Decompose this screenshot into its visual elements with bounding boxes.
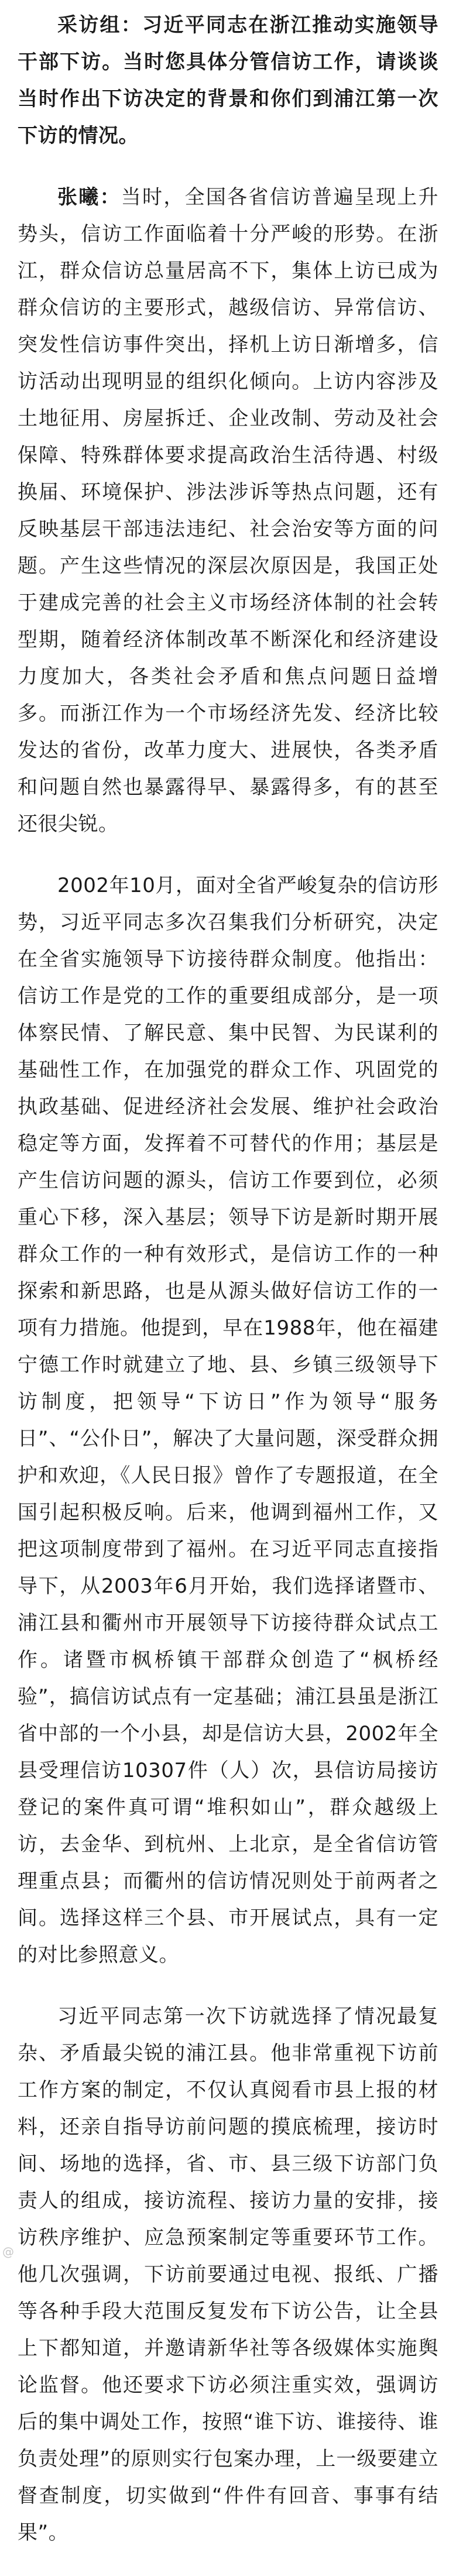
answer-text-3: 习近平同志第一次下访就选择了情况最复杂、矛盾最尖锐的浦江县。他非常重视下访前工作方案的制定，不仅认真阅看市县上报的材料，还亲自指导访前问题的摸底梳理，接访时间、场地的选择，省、市、县三级下访部门负责人的组成，接访流程、接访力量的安排，接访秩序维护、应急预案制定等重要环节工作。他几次强调，下访前要通过电视、报纸、广播等各种手段大范围反复发布下访公告，让全县上下都知道，并邀请新华社等各级媒体实施舆论监督。他还要求下访必须注重实效，强调访后的集中调处工作，按照“谁下访、谁接待、谁负责处理”的原则实行包案办理，上一级要建立督查制度，切实做到“件件有回音、事事有结果”。 [18, 2005, 438, 2544]
interview-question [18, 7, 438, 155]
answer-paragraph-3 [18, 1998, 438, 2551]
answer-text-2: 2002年10月，面对全省严峻复杂的信访形势，习近平同志多次召集我们分析研究，决定在全省实施领导下访接待群众制度。他指出：信访工作是党的工作的重要组成部分，是一项体察民情、了解民意、集中民智、为民谋利的基础性工作，在加强党的群众工作、巩固党的执政基础、促进经济社会发展、维护社会政治稳定等方面，发挥着不可替代的作用；基层是产生信访问题的源头，信访工作要到位，必须重心下移，深入基层；领导下访是新时期开展群众工作的一种有效形式，是信访工作的一种探索和新思路，也是从源头做好信访工作的一项有力措施。他提到，早在1988年，他在福建宁德工作时就建立了地、县、乡镇三级领导下访制度，把领导“下访日”作为领导“服务日”、“公仆日”，解决了大量问题，深受群众拥护和欢迎，《人民日报》曾作了专题报道，在全国引起积极反响。后来，他调到福州工作，又把这项制度带到了福州。在习近平同志直接指导下，从2003年6月开始，我们选择诸暨市、浦江县和衢州市开展领导下访接待群众试点工作。诸暨市枫桥镇干部群众创造了“枫桥经验”，搞信访试点有一定基础；浦江县虽是浙江省中部的一个小县，却是信访大县，2002年全县受理信访10307件（人）次，县信访局接访登记的案件真可谓“堆积如山”，群众越级上访，去金华、到杭州、上北京，是全省信访管理重点县；而衢州的信访情况则处于前两者之间。选择这样三个县、市开展试点，具有一定的对比参照意义。 [18, 874, 438, 1967]
answer-paragraph-1 [18, 179, 438, 843]
question-speaker: 采访组： [57, 13, 143, 37]
watermark: @ [2, 2245, 14, 2259]
answer-text-1: 当时，全国各省信访普遍呈现上升势头，信访工作面临着十分严峻的形势。在浙江，群众信访总量居高不下，集体上访已成为群众信访的主要形式，越级信访、异常信访、突发性信访事件突出，择机上访日渐增多，信访活动出现明显的组织化倾向。上访内容涉及土地征用、房屋拆迁、企业改制、劳动及社会保障、特殊群体要求提高政治生活待遇、村级换届、环境保护、涉法涉诉等热点问题，还有反映基层干部违法违纪、社会治安等方面的问题。产生这些情况的深层次原因是，我国正处于建成完善的社会主义市场经济体制的社会转型期，随着经济体制改革不断深化和经济建设力度加大，各类社会矛盾和焦点问题日益增多。而浙江作为一个市场经济先发、经济比较发达的省份，改革力度大、进展快，各类矛盾和问题自然也暴露得早、暴露得多，有的甚至还很尖锐。 [18, 186, 439, 836]
question-text: 习近平同志在浙江推动实施领导干部下访。当时您具体分管信访工作，请谈谈当时作出下访决定的背景和你们到浦江第一次下访的情况。 [18, 13, 439, 148]
answer-paragraph-2 [18, 867, 438, 1974]
answer-speaker: 张曦： [57, 186, 121, 209]
